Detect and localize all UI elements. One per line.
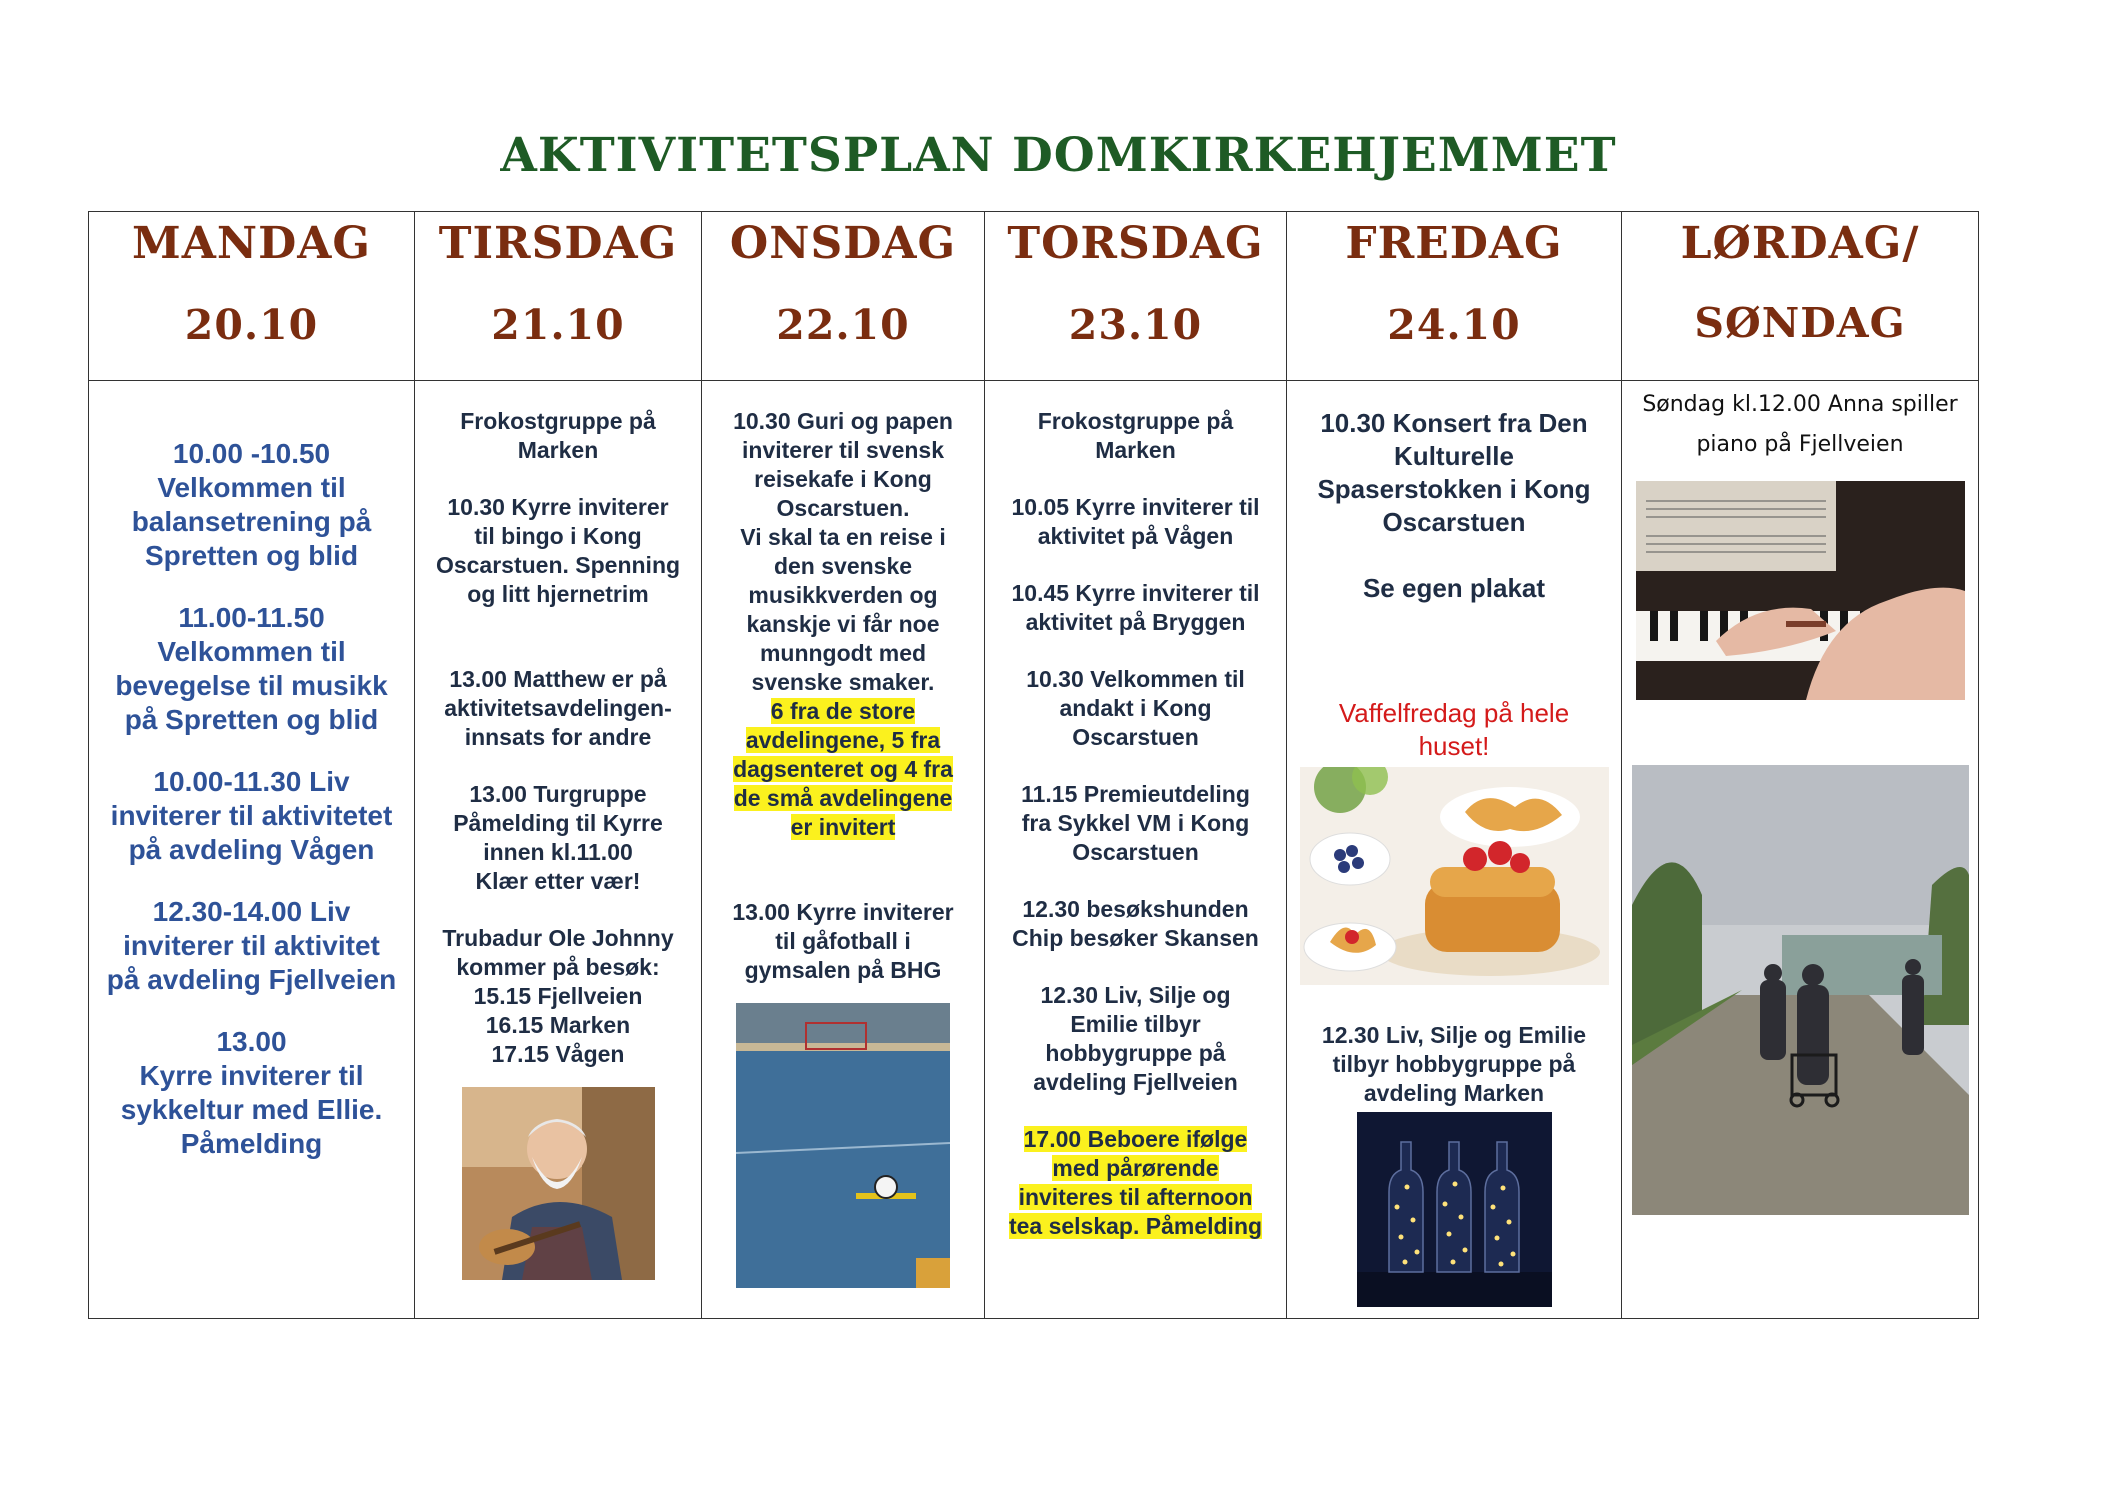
highlight-line: avdelingene, 5 fra xyxy=(745,727,941,753)
activity-block xyxy=(993,407,1278,465)
activity-line: Klær etter vær! xyxy=(475,868,641,894)
activity-line: 17.15 Vågen xyxy=(491,1041,625,1067)
activity-line: munngodt med xyxy=(759,640,927,666)
activity-line: inviterer til aktivitetet xyxy=(110,800,393,831)
activity-block xyxy=(423,665,693,752)
activity-line: 13.00 Kyrre inviterer xyxy=(732,899,954,925)
bottle-lights-photo xyxy=(1357,1112,1552,1307)
activity-line: 10.00-11.30 Liv xyxy=(153,766,350,797)
activity-line: inviterer til svensk xyxy=(742,437,944,463)
activity-block xyxy=(97,1025,406,1161)
activity-line: huset! xyxy=(1418,731,1490,761)
activity-block xyxy=(1295,1021,1613,1108)
activity-line: Velkommen til xyxy=(157,472,346,503)
highlight-line: 17.00 Beboere ifølge xyxy=(1023,1126,1248,1152)
activity-line: sykkeltur med Ellie. xyxy=(120,1094,383,1125)
waffles-photo xyxy=(1300,767,1609,985)
activity-block xyxy=(993,579,1278,637)
activity-line: Kyrre inviterer til xyxy=(139,1060,364,1091)
activity-line: Oscarstuen xyxy=(1072,839,1199,865)
activity-line: Søndag kl.12.00 Anna spiller xyxy=(1642,392,1958,417)
troubadour-photo xyxy=(462,1087,655,1280)
activity-line: avdeling Fjellveien xyxy=(1033,1069,1238,1095)
activity-line: 10.00 -10.50 xyxy=(172,438,331,469)
highlight-line: er invitert xyxy=(790,814,896,840)
activity-line: balansetrening på xyxy=(131,506,372,537)
activity-line: 12.30 Liv, Silje og xyxy=(1040,982,1231,1008)
activity-block xyxy=(1295,572,1613,605)
activity-line: 10.30 Kyrre inviterer xyxy=(447,494,669,520)
activity-line: 11.00-11.50 xyxy=(178,602,325,633)
activity-line: aktivitet på Vågen xyxy=(1037,523,1234,549)
activity-line: 10.05 Kyrre inviterer til xyxy=(1011,494,1260,520)
activity-line: andakt i Kong xyxy=(1059,695,1212,721)
activity-block xyxy=(423,493,693,609)
activity-line: innen kl.11.00 xyxy=(483,839,633,865)
activity-line: 10.30 Velkommen til xyxy=(1026,666,1245,692)
activity-block xyxy=(993,981,1278,1097)
activity-line: innsats for andre xyxy=(464,724,652,750)
activity-block xyxy=(423,780,693,896)
activity-line: Spretten og blid xyxy=(144,540,359,571)
highlight-line: de små avdelingene xyxy=(733,785,953,811)
day-name: MANDAG xyxy=(132,218,371,269)
activity-line: Trubadur Ole Johnny xyxy=(442,925,674,951)
activity-line: på Spretten og blid xyxy=(124,704,379,735)
activity-line: 10.45 Kyrre inviterer til xyxy=(1011,580,1260,606)
highlighted-note xyxy=(993,1125,1278,1241)
day-name: FREDAG xyxy=(1345,218,1563,269)
activity-line: Kulturelle xyxy=(1394,441,1514,471)
activity-block xyxy=(993,493,1278,551)
tuesday-cell xyxy=(415,381,702,1319)
highlight-line: med pårørende xyxy=(1052,1155,1219,1181)
activity-block xyxy=(1295,407,1613,539)
day-name: TIRSDAG xyxy=(438,218,678,269)
activity-line: Chip besøker Skansen xyxy=(1012,925,1259,951)
activities-row xyxy=(89,381,1979,1319)
activity-line: og litt hjernetrim xyxy=(467,581,649,607)
activity-line: 11.15 Premieutdeling xyxy=(1021,781,1250,807)
activity-line: kanskje vi får noe xyxy=(746,611,940,637)
day-header-row xyxy=(89,212,1979,381)
activity-line: 10.30 Guri og papen xyxy=(733,408,953,434)
activity-line: piano på Fjellveien xyxy=(1696,432,1904,457)
activity-block xyxy=(710,898,976,985)
activity-line: Oscarstuen. xyxy=(776,495,910,521)
activity-line: Vaffelfredag på hele xyxy=(1338,698,1570,728)
highlight-line: dagsenteret og 4 fra xyxy=(733,756,953,782)
activity-line: den svenske xyxy=(773,553,913,579)
activity-block xyxy=(993,780,1278,867)
day-header-wednesday xyxy=(702,212,985,381)
day-date: 21.10 xyxy=(491,301,625,349)
monday-cell xyxy=(89,381,415,1319)
activity-line: inviterer til aktivitet xyxy=(123,930,380,961)
waffle-friday-note xyxy=(1295,697,1613,763)
day-header-tuesday xyxy=(415,212,702,381)
activity-line: reisekafe i Kong xyxy=(754,466,932,492)
activity-line: 16.15 Marken xyxy=(485,1012,631,1038)
activity-line: Oscarstuen xyxy=(1072,724,1199,750)
highlight-line: inviteres til afternoon xyxy=(1018,1184,1253,1210)
day-date: 23.10 xyxy=(1068,301,1203,349)
wednesday-cell xyxy=(702,381,985,1319)
day-name: ONSDAG xyxy=(729,218,957,269)
activity-block xyxy=(993,665,1278,752)
activity-block xyxy=(710,407,976,697)
day-header-weekend xyxy=(1622,212,1979,381)
day-name: LØRDAG/ xyxy=(1680,218,1920,269)
activity-line: på avdeling Vågen xyxy=(128,834,375,865)
activity-line: Velkommen til xyxy=(157,636,346,667)
gym-football-photo xyxy=(736,1003,950,1288)
activity-line: Vi skal ta en reise i xyxy=(740,524,946,550)
activity-line: 12.30-14.00 Liv xyxy=(152,896,351,927)
highlighted-note xyxy=(710,697,976,842)
weekend-cell xyxy=(1622,381,1979,1319)
activity-block xyxy=(97,601,406,737)
activity-line: kommer på besøk: xyxy=(456,954,660,980)
page-title: AKTIVITETSPLAN DOMKIRKEHJEMMET xyxy=(500,128,1617,183)
friday-cell xyxy=(1287,381,1622,1319)
activity-block xyxy=(97,437,406,573)
day-date: 22.10 xyxy=(776,301,910,349)
activity-line: avdeling Marken xyxy=(1363,1080,1545,1106)
highlight-line: tea selskap. Påmelding xyxy=(1008,1213,1263,1239)
activity-line: tilbyr hobbygruppe på xyxy=(1332,1051,1576,1077)
activity-line: Marken xyxy=(1095,437,1176,463)
activity-line: Frokostgruppe på xyxy=(1037,408,1234,434)
day-date: SØNDAG xyxy=(1694,299,1906,347)
activity-line: 13.00 Turgruppe xyxy=(469,781,647,807)
activity-line: fra Sykkel VM i Kong xyxy=(1021,810,1250,836)
activity-line: musikkverden og xyxy=(748,582,938,608)
activity-line: Se egen plakat xyxy=(1362,573,1546,603)
activity-block xyxy=(97,895,406,997)
activity-line: 12.30 Liv, Silje og Emilie xyxy=(1321,1022,1587,1048)
activity-line: Påmelding til Kyrre xyxy=(453,810,663,836)
day-date: 24.10 xyxy=(1387,301,1521,349)
activity-line: Marken xyxy=(517,437,599,463)
day-header-monday xyxy=(89,212,415,381)
activity-line: til bingo i Kong xyxy=(474,523,642,549)
activity-line: 12.30 besøkshunden xyxy=(1022,896,1249,922)
day-header-friday xyxy=(1287,212,1622,381)
activity-line: 15.15 Fjellveien xyxy=(473,983,643,1009)
activity-plan-table xyxy=(88,211,1979,1319)
activity-line: Påmelding xyxy=(180,1128,323,1159)
activity-block xyxy=(993,895,1278,953)
activity-line: Spaserstokken i Kong xyxy=(1317,474,1591,504)
highlight-line: 6 fra de store xyxy=(770,698,916,724)
activity-line: aktivitetsavdelingen- xyxy=(444,695,672,721)
activity-line: Emilie tilbyr xyxy=(1070,1011,1201,1037)
activity-line: svenske smaker. xyxy=(751,669,935,695)
activity-line: 13.00 Matthew er på xyxy=(449,666,667,692)
day-header-thursday xyxy=(985,212,1287,381)
activity-block xyxy=(1628,385,1972,465)
activity-line: bevegelse til musikk xyxy=(115,670,388,701)
activity-block xyxy=(423,924,693,1069)
activity-line: 10.30 Konsert fra Den xyxy=(1320,408,1588,438)
activity-line: hobbygruppe på xyxy=(1045,1040,1226,1066)
day-name: TORSDAG xyxy=(1007,218,1264,269)
activity-line: aktivitet på Bryggen xyxy=(1025,609,1246,635)
thursday-cell xyxy=(985,381,1287,1319)
activity-line: Frokostgruppe på xyxy=(460,408,656,434)
activity-line: Oscarstuen xyxy=(1382,507,1526,537)
activity-line: 13.00 xyxy=(216,1026,287,1057)
activity-block xyxy=(423,407,693,465)
activity-block xyxy=(97,765,406,867)
day-date: 20.10 xyxy=(184,301,319,349)
walk-outdoors-photo xyxy=(1632,765,1969,1215)
piano-photo xyxy=(1636,481,1965,700)
activity-line: Oscarstuen. Spenning xyxy=(435,552,681,578)
activity-line: på avdeling Fjellveien xyxy=(106,964,397,995)
activity-line: til gåfotball i xyxy=(775,928,911,954)
activity-line: gymsalen på BHG xyxy=(744,957,942,983)
